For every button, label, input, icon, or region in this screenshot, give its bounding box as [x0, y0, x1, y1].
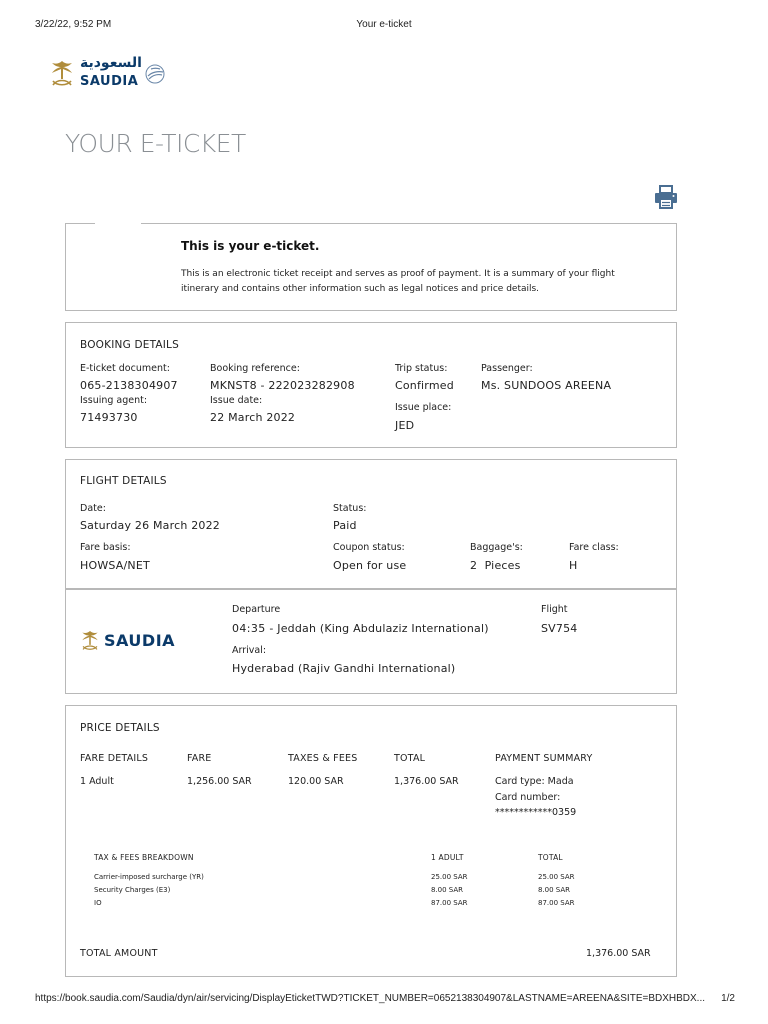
- total-amount-value: 1,376.00 SAR: [586, 948, 651, 959]
- tax-adult-amount: 8.00 SAR: [431, 886, 464, 894]
- taxes-fees-header: TAXES & FEES: [288, 753, 358, 764]
- tax-total-amount: 87.00 SAR: [538, 899, 575, 907]
- fare-value: 1,256.00 SAR: [187, 776, 252, 787]
- fare-basis-label: Fare basis:: [80, 542, 131, 553]
- departure-time: 04:35: [232, 622, 266, 635]
- flight-segment-panel: [65, 589, 677, 694]
- trip-status-label: Trip status:: [395, 363, 448, 374]
- flight-details-title: FLIGHT DETAILS: [80, 475, 167, 487]
- flight-number-label: Flight: [541, 604, 568, 615]
- tax-adult-amount: 87.00 SAR: [431, 899, 468, 907]
- flight-status-value: Paid: [333, 519, 357, 532]
- print-button[interactable]: [652, 183, 680, 211]
- taxes-value: 120.00 SAR: [288, 776, 344, 787]
- logo-latin-text: SAUDIA: [80, 74, 139, 89]
- tax-adult-header: 1 ADULT: [431, 853, 464, 862]
- palm-swords-emblem-icon: [80, 629, 100, 653]
- fare-details-header: FARE DETAILS: [80, 753, 149, 764]
- total-header: TOTAL: [394, 753, 426, 764]
- flight-number-value: SV754: [541, 622, 578, 635]
- issue-date-value: 22 March 2022: [210, 411, 296, 424]
- logo-arabic-text: السعودية: [80, 55, 142, 71]
- fare-basis-value: HOWSA/NET: [80, 559, 150, 572]
- coupon-status-label: Coupon status:: [333, 542, 405, 553]
- flight-details-panel: [65, 459, 677, 589]
- flight-date-label: Date:: [80, 503, 106, 514]
- card-number-value: ************0359: [495, 807, 577, 818]
- flight-date-value: Saturday 26 March 2022: [80, 519, 220, 532]
- fare-class-label: Fare class:: [569, 542, 619, 553]
- tax-name: Security Charges (E3): [94, 886, 171, 894]
- booking-details-panel: [65, 322, 677, 448]
- baggage-label: Baggage's:: [470, 542, 523, 553]
- coupon-status-value: Open for use: [333, 559, 407, 572]
- tax-name: Carrier-imposed surcharge (YR): [94, 873, 204, 881]
- print-page-title: Your e-ticket: [356, 19, 412, 30]
- flight-status-label: Status:: [333, 503, 367, 514]
- tax-breakdown-header: TAX & FEES BREAKDOWN: [94, 853, 194, 862]
- skyteam-icon: [144, 63, 166, 85]
- print-page-number: 1/2: [721, 993, 735, 1004]
- palm-swords-emblem-icon: [49, 59, 75, 89]
- trip-status-value: Confirmed: [395, 379, 454, 392]
- departure-airport: - Jeddah (King Abdulaziz International): [265, 622, 489, 635]
- print-footer-url: https://book.saudia.com/Saudia/dyn/air/servicing/DisplayEticketTWD?TICKET_NUMBER=0652138304907&LASTNAME=AREENA&SITE=BDXHBDX...: [35, 993, 706, 1004]
- booking-ref-label: Booking reference:: [210, 363, 300, 374]
- tax-adult-amount: 25.00 SAR: [431, 873, 468, 881]
- intro-text: This is an electronic ticket receipt and serves as proof of payment. It is a summary of your flight itinerary and contains other information such as legal notices and price details.: [181, 269, 615, 294]
- card-number-label: Card number:: [495, 792, 561, 803]
- fare-class-value: H: [569, 559, 578, 572]
- fare-header: FARE: [187, 753, 212, 764]
- issuing-agent-label: Issuing agent:: [80, 395, 148, 406]
- tax-total-amount: 25.00 SAR: [538, 873, 575, 881]
- departure-label: Departure: [232, 604, 281, 615]
- segment-airline-logo: [80, 628, 190, 656]
- eticket-label: E-ticket document:: [80, 363, 170, 374]
- arrival-label: Arrival:: [232, 645, 267, 656]
- intro-panel: [65, 223, 677, 311]
- booking-details-title: BOOKING DETAILS: [80, 339, 179, 351]
- page-title: YOUR E-TICKET: [65, 129, 246, 158]
- print-datetime: 3/22/22, 9:52 PM: [35, 19, 112, 30]
- booking-ref-value: MKNST8 - 222023282908: [210, 379, 355, 392]
- intro-tab-gap: [95, 223, 141, 225]
- price-details-title: PRICE DETAILS: [80, 722, 160, 734]
- payment-summary-header: PAYMENT SUMMARY: [495, 753, 593, 764]
- passenger-type: 1 Adult: [80, 776, 114, 787]
- issue-place-label: Issue place:: [395, 402, 452, 413]
- saudia-logo: [49, 55, 174, 95]
- passenger-value: Ms. SUNDOOS AREENA: [481, 379, 612, 392]
- total-amount-label: TOTAL AMOUNT: [80, 948, 158, 959]
- eticket-value: 065-2138304907: [80, 379, 178, 392]
- tax-total-header: TOTAL: [538, 853, 563, 862]
- tax-total-amount: 8.00 SAR: [538, 886, 571, 894]
- card-type: Card type: Mada: [495, 776, 574, 787]
- intro-title: This is your e-ticket.: [181, 239, 320, 253]
- issue-place-value: JED: [395, 419, 415, 432]
- tax-name: IO: [94, 899, 102, 907]
- issuing-agent-value: 71493730: [80, 411, 138, 424]
- price-details-panel: [65, 705, 677, 977]
- printer-icon: [652, 183, 680, 211]
- arrival-value: Hyderabad (Rajiv Gandhi International): [232, 662, 456, 675]
- passenger-label: Passenger:: [481, 363, 533, 374]
- departure-value: [232, 622, 489, 635]
- issue-date-label: Issue date:: [210, 395, 263, 406]
- total-value: 1,376.00 SAR: [394, 776, 459, 787]
- baggage-value: 2 Pieces: [470, 559, 521, 572]
- segment-logo-text: SAUDIA: [104, 631, 176, 650]
